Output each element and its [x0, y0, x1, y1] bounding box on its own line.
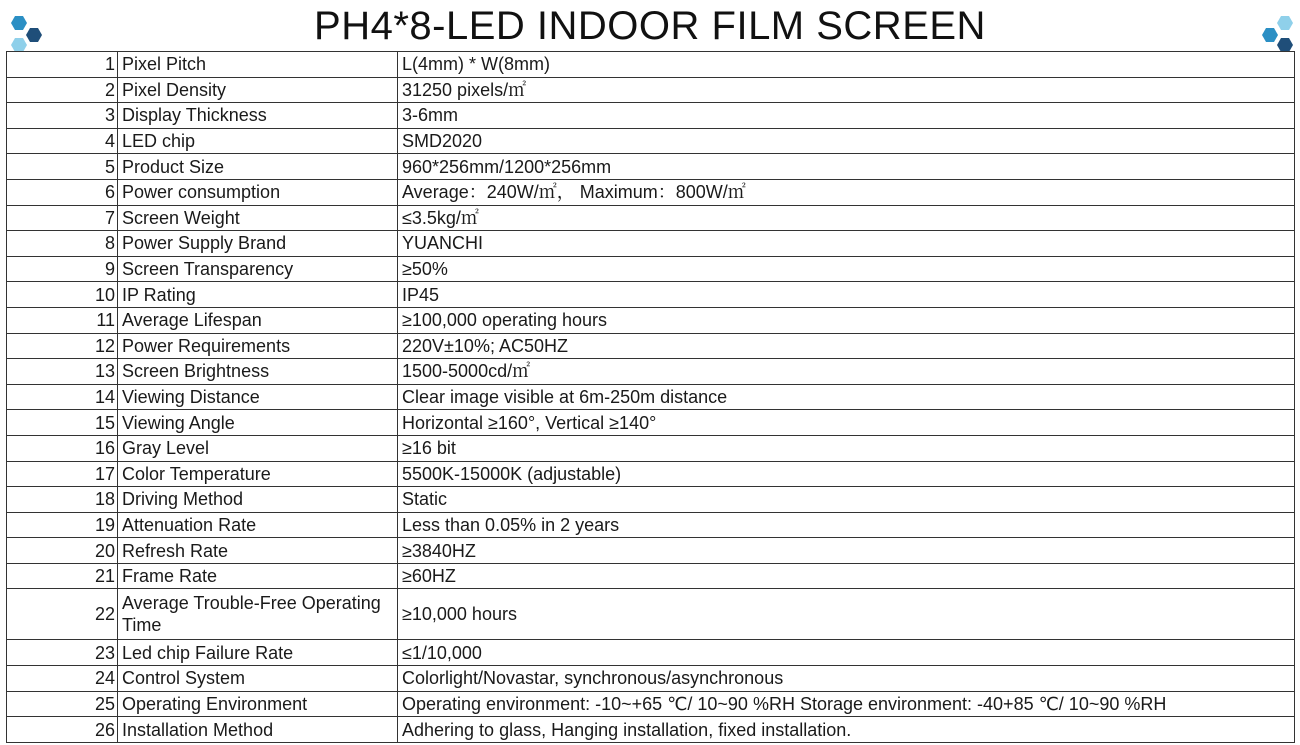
table-row: [7, 103, 1295, 129]
row-number: 22: [7, 589, 118, 640]
row-number: 16: [7, 435, 118, 461]
table-row: [7, 154, 1295, 180]
param-name: Viewing Angle: [118, 410, 398, 436]
param-value: 1500-5000cd/㎡: [398, 359, 1295, 385]
param-value: IP45: [398, 282, 1295, 308]
row-number: 19: [7, 512, 118, 538]
table-row: [7, 282, 1295, 308]
param-name: Pixel Density: [118, 77, 398, 103]
param-value: YUANCHI: [398, 231, 1295, 257]
param-name: IP Rating: [118, 282, 398, 308]
row-number: 7: [7, 205, 118, 231]
param-value: ≥60HZ: [398, 563, 1295, 589]
table-row: [7, 179, 1295, 205]
table-row: [7, 307, 1295, 333]
row-number: 13: [7, 359, 118, 385]
param-value: Colorlight/Novastar, synchronous/asynchronous: [398, 666, 1295, 692]
param-name: Average Trouble-Free Operating Time: [118, 589, 398, 640]
row-number: 20: [7, 538, 118, 564]
param-name: Screen Brightness: [118, 359, 398, 385]
row-number: 11: [7, 307, 118, 333]
row-number: 26: [7, 717, 118, 743]
param-value: L(4mm) * W(8mm): [398, 52, 1295, 78]
param-name: Control System: [118, 666, 398, 692]
row-number: 10: [7, 282, 118, 308]
page-title: PH4*8-LED INDOOR FILM SCREEN: [314, 4, 986, 48]
param-value: Less than 0.05% in 2 years: [398, 512, 1295, 538]
param-name: Viewing Distance: [118, 384, 398, 410]
table-row: [7, 717, 1295, 743]
param-value: ≤1/10,000: [398, 640, 1295, 666]
param-value: ≥3840HZ: [398, 538, 1295, 564]
row-number: 1: [7, 52, 118, 78]
row-number: 24: [7, 666, 118, 692]
param-name: Power Requirements: [118, 333, 398, 359]
table-row: [7, 77, 1295, 103]
param-value: ≥100,000 operating hours: [398, 307, 1295, 333]
param-name: Power consumption: [118, 179, 398, 205]
table-row: [7, 128, 1295, 154]
table-row: [7, 435, 1295, 461]
param-name: Installation Method: [118, 717, 398, 743]
param-value: Adhering to glass, Hanging installation, fixed installation.: [398, 717, 1295, 743]
row-number: 23: [7, 640, 118, 666]
param-name: Screen Weight: [118, 205, 398, 231]
row-number: 4: [7, 128, 118, 154]
row-number: 5: [7, 154, 118, 180]
table-row: [7, 359, 1295, 385]
param-value: 960*256mm/1200*256mm: [398, 154, 1295, 180]
table-row: [7, 589, 1295, 640]
param-value: Clear image visible at 6m-250m distance: [398, 384, 1295, 410]
param-name: Refresh Rate: [118, 538, 398, 564]
row-number: 15: [7, 410, 118, 436]
param-name: Product Size: [118, 154, 398, 180]
param-value: Average：240W/㎡， Maximum：800W/㎡: [398, 179, 1295, 205]
param-name: Gray Level: [118, 435, 398, 461]
table-row: [7, 52, 1295, 78]
table-row: [7, 410, 1295, 436]
table-row: [7, 231, 1295, 257]
table-row: [7, 256, 1295, 282]
param-value: SMD2020: [398, 128, 1295, 154]
param-name: LED chip: [118, 128, 398, 154]
row-number: 14: [7, 384, 118, 410]
param-value: 31250 pixels/㎡: [398, 77, 1295, 103]
row-number: 25: [7, 691, 118, 717]
param-name: Pixel Pitch: [118, 52, 398, 78]
row-number: 21: [7, 563, 118, 589]
table-row: [7, 640, 1295, 666]
row-number: 17: [7, 461, 118, 487]
table-row: [7, 205, 1295, 231]
row-number: 2: [7, 77, 118, 103]
table-row: [7, 563, 1295, 589]
spec-table: [6, 51, 1295, 743]
param-name: Screen Transparency: [118, 256, 398, 282]
param-name: Driving Method: [118, 487, 398, 513]
param-name: Average Lifespan: [118, 307, 398, 333]
row-number: 18: [7, 487, 118, 513]
param-value: ≤3.5kg/㎡: [398, 205, 1295, 231]
param-name: Frame Rate: [118, 563, 398, 589]
param-value: Operating environment: -10~+65 ℃/ 10~90 %RH Storage environment: -40+85 ℃/ 10~90 %RH: [398, 691, 1295, 717]
table-row: [7, 461, 1295, 487]
param-value: ≥16 bit: [398, 435, 1295, 461]
param-name: Led chip Failure Rate: [118, 640, 398, 666]
param-name: Color Temperature: [118, 461, 398, 487]
table-row: [7, 512, 1295, 538]
param-name: Attenuation Rate: [118, 512, 398, 538]
table-row: [7, 487, 1295, 513]
table-row: [7, 666, 1295, 692]
row-number: 6: [7, 179, 118, 205]
row-number: 9: [7, 256, 118, 282]
row-number: 8: [7, 231, 118, 257]
table-row: [7, 384, 1295, 410]
param-value: Static: [398, 487, 1295, 513]
param-value: 5500K-15000K (adjustable): [398, 461, 1295, 487]
row-number: 3: [7, 103, 118, 129]
param-name: Operating Environment: [118, 691, 398, 717]
table-row: [7, 538, 1295, 564]
param-value: ≥50%: [398, 256, 1295, 282]
param-name: Power Supply Brand: [118, 231, 398, 257]
param-value: 220V±10%; AC50HZ: [398, 333, 1295, 359]
param-value: ≥10,000 hours: [398, 589, 1295, 640]
param-value: 3-6mm: [398, 103, 1295, 129]
param-name: Display Thickness: [118, 103, 398, 129]
row-number: 12: [7, 333, 118, 359]
param-value: Horizontal ≥160°, Vertical ≥140°: [398, 410, 1295, 436]
spec-table-body: [7, 52, 1295, 743]
table-row: [7, 691, 1295, 717]
table-row: [7, 333, 1295, 359]
